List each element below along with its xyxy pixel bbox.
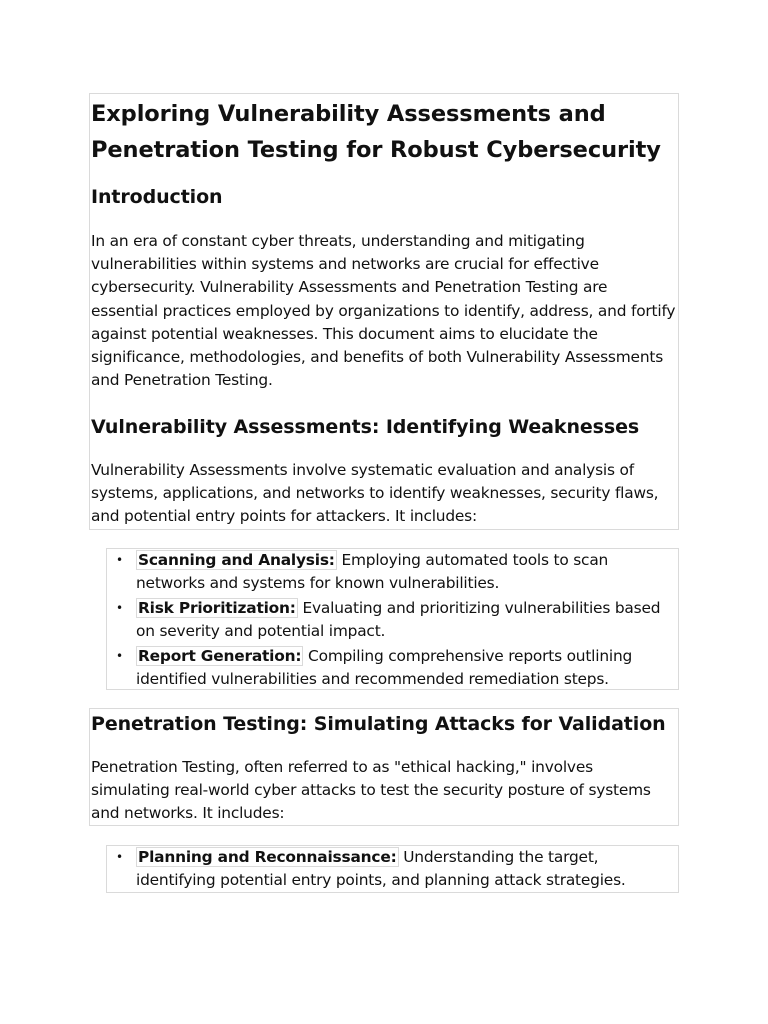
vulnerability-assessments-list — [116, 549, 676, 692]
list-item-text: Compiling comprehensive reports outlining identified vulnerabilities and recommended remediation steps. — [136, 646, 633, 689]
vulnerability-assessments-heading: Vulnerability Assessments: Identifying Weaknesses — [91, 416, 640, 438]
penetration-testing-paragraph: Penetration Testing, often referred to as "ethical hacking," involves simulating real-world cyber attacks to test the security posture of systems and networks. It includes: — [91, 758, 651, 823]
vulnerability-assessments-paragraph: Vulnerability Assessments involve systematic evaluation and analysis of systems, applications, and networks to identify weaknesses, security flaws, and potential entry points for attackers. It includes: — [91, 461, 659, 526]
introduction-heading: Introduction — [91, 186, 223, 208]
bullet-icon: • — [116, 553, 123, 567]
bullet-icon: • — [116, 648, 123, 663]
bullet-icon: • — [116, 850, 123, 864]
introduction-paragraph: In an era of constant cyber threats, understanding and mitigating vulnerabilities within systems and networks are crucial for effective cybersecurity. Vulnerability Assessments and Penetration Testing are essential practices employed by organizations to identify, address, and fortify against potential weaknesses. This document aims to elucidate the significance, methodologies, and benefits of both Vulnerability Assessments and Penetration Testing. — [91, 232, 676, 390]
list-item — [116, 645, 676, 692]
bullet-icon: • — [116, 600, 123, 615]
list-item — [116, 846, 676, 893]
document-title: Exploring Vulnerability Assessments and Penetration Testing for Robust Cybersecurity — [91, 101, 661, 163]
list-item-term: Scanning and Analysis: — [138, 551, 335, 569]
list-item-term: Planning and Reconnaissance: — [138, 848, 397, 866]
list-item-text: Employing automated tools to scan networks and systems for known vulnerabilities. — [136, 551, 609, 593]
list-item-term: Risk Prioritization: — [138, 598, 296, 617]
penetration-testing-heading: Penetration Testing: Simulating Attacks for Validation — [91, 713, 666, 735]
list-item-text: Evaluating and prioritizing vulnerabilities based on severity and potential impact. — [136, 598, 661, 641]
penetration-testing-list — [116, 846, 676, 894]
list-item-text: Understanding the target, identifying potential entry points, and planning attack strategies. — [136, 848, 626, 890]
list-item — [116, 597, 676, 644]
list-item-term: Report Generation: — [138, 646, 302, 665]
list-item — [116, 549, 676, 596]
